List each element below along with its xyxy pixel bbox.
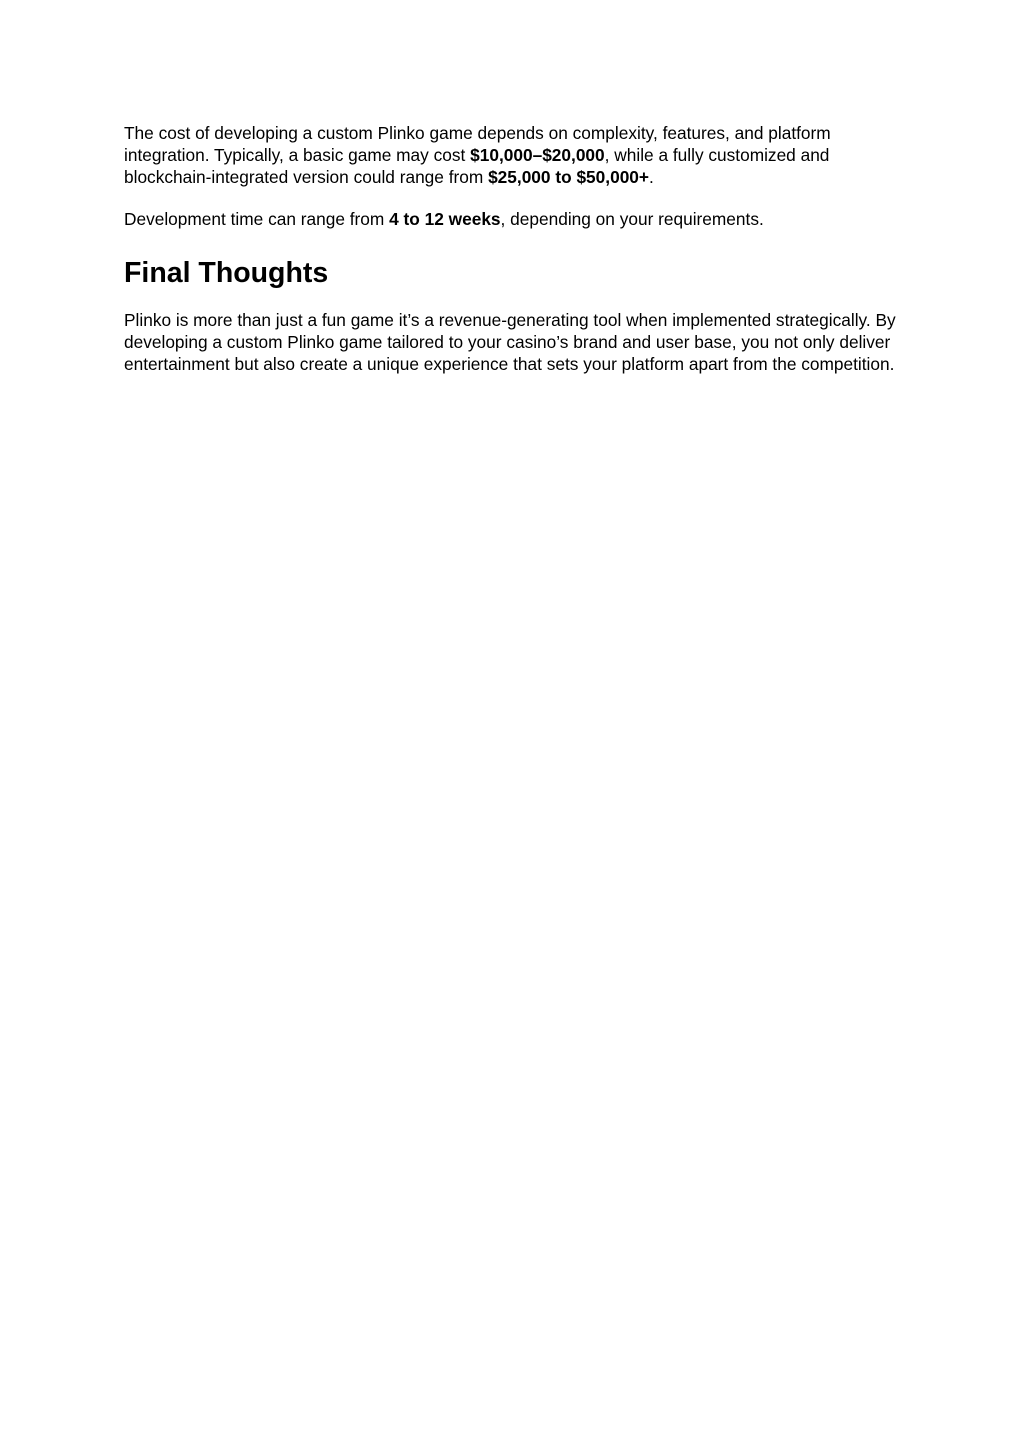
cost-paragraph (124, 122, 914, 188)
development-time-range: 4 to 12 weeks (389, 209, 501, 229)
time-paragraph (124, 208, 914, 230)
time-text-1: Development time can range from (124, 209, 390, 229)
cost-text-3: . (649, 167, 654, 187)
basic-cost-range: $10,000–$20,000 (470, 145, 605, 165)
cost-text-2: , while a fully customized and blockchain-integrated version could range from (124, 145, 830, 187)
final-thoughts-heading: Final Thoughts (124, 257, 329, 289)
custom-cost-range: $25,000 to $50,000+ (488, 167, 650, 187)
final-paragraph: Plinko is more than just a fun game it’s a revenue-generating tool when implemented strategically. By developing a custom Plinko game tailored to your casino’s brand and user base, you not only deliver entertainment but also create a unique experience that sets your platform apart from the competition. (124, 310, 896, 374)
document-page (124, 122, 914, 375)
cost-text-1: The cost of developing a custom Plinko game depends on complexity, features, and platform integration. Typically, a basic game may cost (124, 123, 831, 165)
time-text-2: , depending on your requirements. (500, 209, 764, 229)
